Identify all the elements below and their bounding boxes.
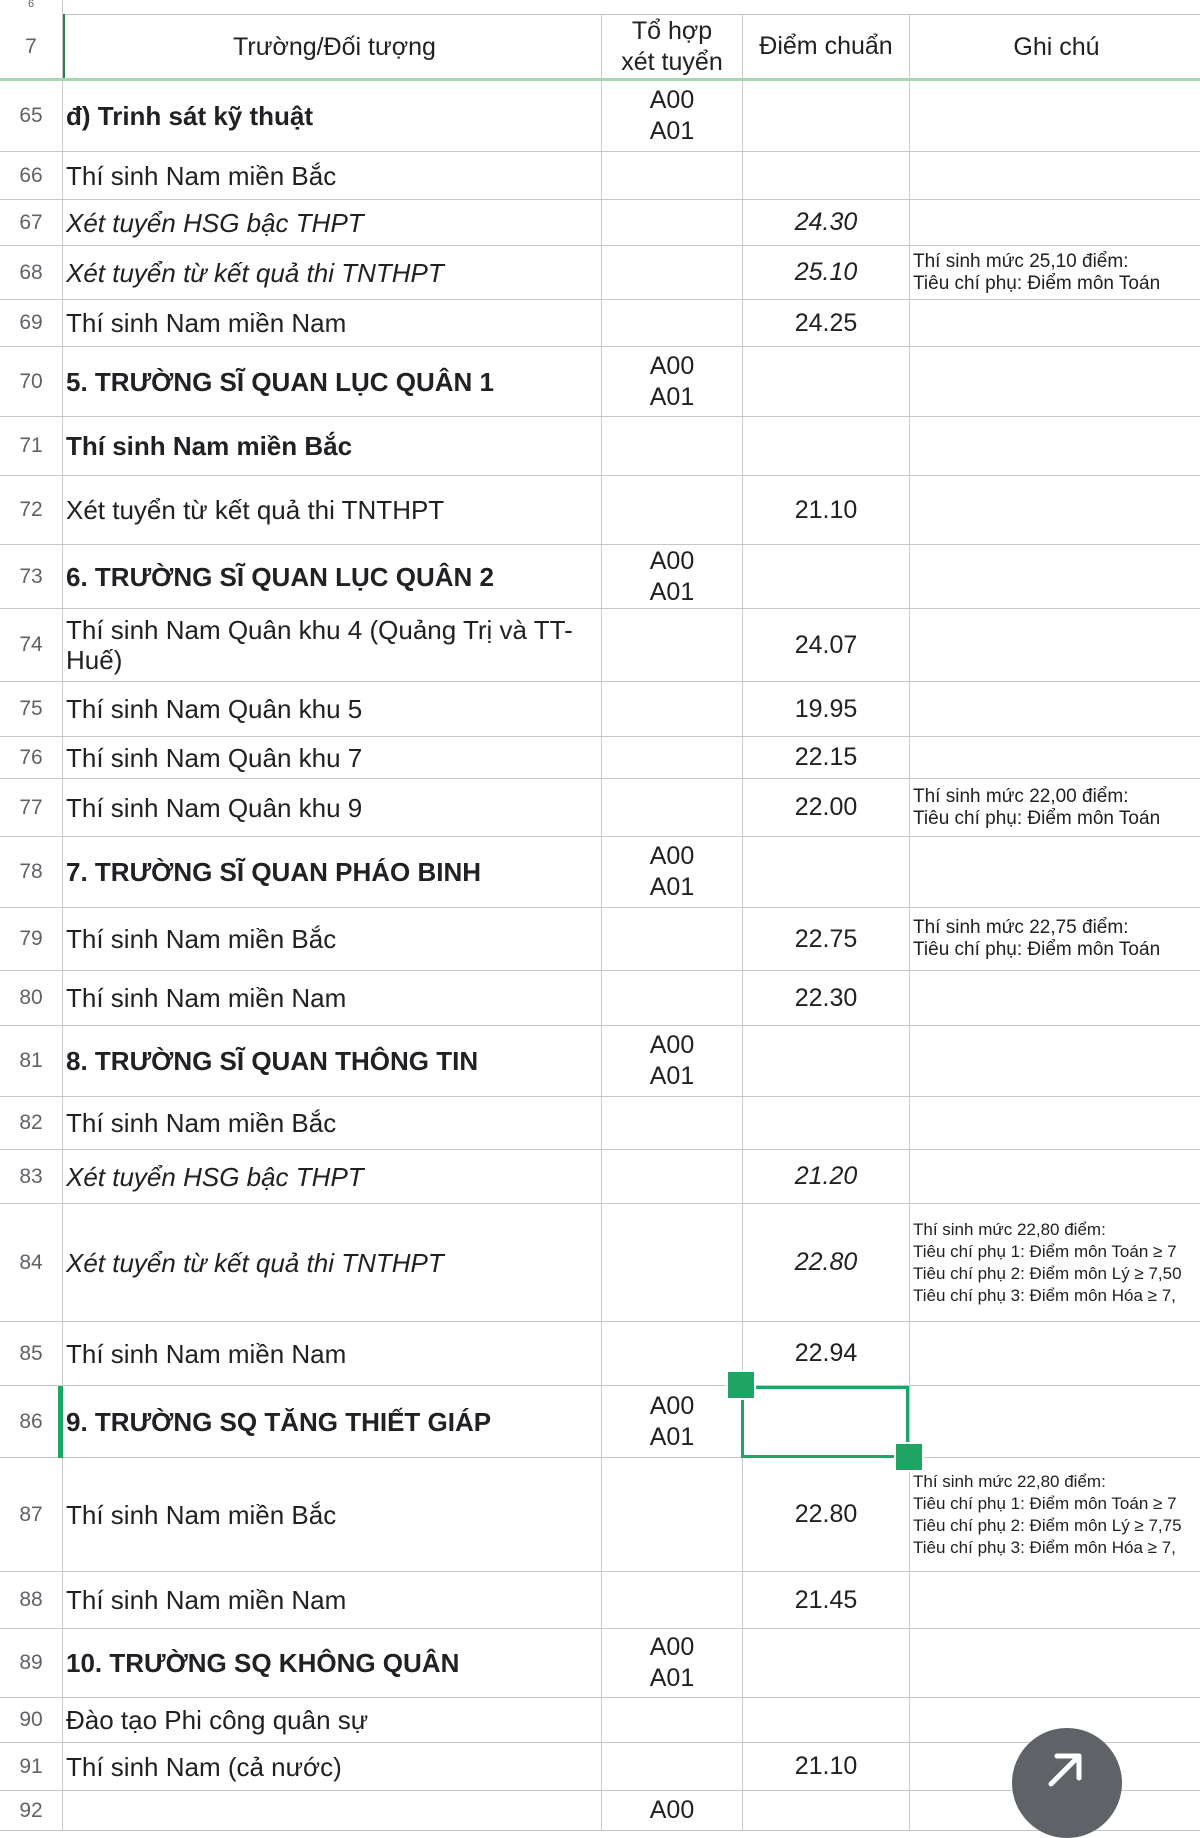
cell-name[interactable]: Thí sinh Nam miền Bắc (63, 417, 602, 475)
row-number[interactable]: 81 (0, 1026, 63, 1096)
top-partial-row (0, 0, 1200, 15)
combo-code: A00 (649, 842, 695, 870)
combo-code: A00 (649, 1391, 695, 1420)
note-line: Tiêu chí phụ 2: Điểm môn Lý ≥ 7,50 (913, 1263, 1182, 1283)
row-number[interactable]: 74 (0, 609, 63, 681)
cell-score[interactable] (743, 152, 910, 199)
cell-combo[interactable] (602, 1204, 743, 1321)
cell-combo[interactable] (602, 1572, 743, 1628)
table-row (0, 152, 1200, 200)
table-row (0, 971, 1200, 1026)
table-row (0, 347, 1200, 417)
table-row (0, 246, 1200, 300)
cell-score[interactable]: 21.20 (743, 1150, 910, 1203)
cell-combo[interactable] (602, 908, 743, 970)
header-row (0, 14, 1200, 80)
cell-score[interactable] (743, 1791, 910, 1830)
table-row (0, 1572, 1200, 1629)
cell-name[interactable]: Thí sinh Nam Quân khu 4 (Quảng Trị và TT-Huế) (63, 609, 602, 681)
cell-score[interactable] (743, 1026, 910, 1096)
note-line: Thí sinh mức 22,80 điểm: (913, 1219, 1106, 1239)
combo-code: A01 (649, 1062, 695, 1090)
table-row (0, 837, 1200, 908)
cell-combo[interactable] (602, 1458, 743, 1571)
cell-name[interactable]: Thí sinh Nam miền Nam (63, 971, 602, 1025)
combo-code: A00 (649, 1633, 695, 1661)
cell-score[interactable]: 22.30 (743, 971, 910, 1025)
cell-score[interactable]: 22.80 (743, 1204, 910, 1321)
row-number[interactable]: 87 (0, 1458, 63, 1571)
table-row (0, 1458, 1200, 1572)
row-number[interactable]: 79 (0, 908, 63, 970)
cell-note[interactable] (910, 1572, 1200, 1628)
note-line: Thí sinh mức 25,10 điểm: (913, 250, 1129, 272)
cell-name[interactable]: Thí sinh Nam miền Bắc (63, 1097, 602, 1149)
cell-note[interactable] (910, 1150, 1200, 1203)
row-number[interactable]: 85 (0, 1322, 63, 1385)
table-row (0, 545, 1200, 609)
cell-name[interactable]: Xét tuyển HSG bậc THPT (63, 200, 602, 245)
cell-name[interactable] (63, 1791, 602, 1830)
row-number[interactable]: 66 (0, 152, 63, 199)
combo-code: A00 (649, 351, 695, 380)
cell-combo[interactable] (602, 347, 743, 416)
cell-score[interactable]: 21.45 (743, 1572, 910, 1628)
cell-score[interactable] (743, 837, 910, 907)
combo-code: A01 (649, 382, 695, 411)
cell-name[interactable]: Thí sinh Nam miền Nam (63, 1572, 602, 1628)
row-number[interactable]: 68 (0, 246, 63, 299)
cell-score[interactable] (743, 1097, 910, 1149)
header-combo[interactable] (602, 14, 743, 79)
cell-score[interactable] (743, 417, 910, 475)
cell-note[interactable] (910, 1322, 1200, 1385)
cell-name[interactable]: Đào tạo Phi công quân sự (63, 1698, 602, 1742)
note-line: Tiêu chí phụ 3: Điểm môn Hóa ≥ 7, (913, 1537, 1176, 1557)
cell-name[interactable]: đ) Trinh sát kỹ thuật (63, 81, 602, 151)
cell-score[interactable]: 21.10 (743, 1743, 910, 1790)
expand-arrow-icon (1037, 1748, 1097, 1788)
cell-note[interactable] (910, 417, 1200, 475)
row-number[interactable]: 78 (0, 837, 63, 907)
cell-combo[interactable] (602, 152, 743, 199)
row-number[interactable]: 83 (0, 1150, 63, 1203)
cell-combo[interactable] (602, 1026, 743, 1096)
row-number[interactable]: 6 (0, 0, 63, 14)
cell-note[interactable] (910, 837, 1200, 907)
cell-note[interactable] (910, 1097, 1200, 1149)
cell-note[interactable] (910, 476, 1200, 544)
cell-name[interactable]: Thí sinh Nam miền Nam (63, 300, 602, 346)
cell-score[interactable] (743, 1629, 910, 1697)
cell-score[interactable]: 22.80 (743, 1458, 910, 1571)
cell-name[interactable]: Xét tuyển HSG bậc THPT (63, 1150, 602, 1203)
cell-score[interactable] (743, 81, 910, 151)
note-line: Tiêu chí phụ 3: Điểm môn Hóa ≥ 7, (913, 1285, 1176, 1305)
table-row (0, 1629, 1200, 1698)
table-row (0, 1150, 1200, 1204)
cell-score[interactable] (743, 347, 910, 416)
table-row (0, 300, 1200, 347)
cell-note[interactable] (910, 1386, 1200, 1457)
cell-combo[interactable] (602, 971, 743, 1025)
combo-code: A01 (649, 1422, 695, 1451)
cell-note[interactable] (910, 1458, 1200, 1571)
cell-combo[interactable] (602, 737, 743, 778)
table-row (0, 1698, 1200, 1743)
cell-note[interactable] (910, 1629, 1200, 1697)
header-score[interactable]: Điểm chuẩn (743, 14, 910, 79)
note-line: Tiêu chí phụ: Điểm môn Toán (913, 939, 1161, 960)
cell-name[interactable]: Thí sinh Nam miền Nam (63, 1322, 602, 1385)
cell-combo[interactable] (602, 1322, 743, 1385)
cell-name[interactable]: Thí sinh Nam Quân khu 9 (63, 779, 602, 836)
cell-note[interactable] (910, 545, 1200, 608)
cell-name[interactable]: Xét tuyển từ kết quả thi TNTHPT (63, 246, 602, 299)
cell-score[interactable]: 24.07 (743, 609, 910, 681)
row-number[interactable]: 67 (0, 200, 63, 245)
cell-combo[interactable] (602, 779, 743, 836)
cell-name[interactable]: Thí sinh Nam miền Bắc (63, 1458, 602, 1571)
row-number[interactable]: 75 (0, 682, 63, 736)
cell-score[interactable]: 24.25 (743, 300, 910, 346)
cell-note[interactable] (910, 347, 1200, 416)
cell-combo[interactable] (602, 1097, 743, 1149)
note-line: Thí sinh mức 22,75 điểm: (913, 917, 1129, 938)
cell-name[interactable]: 6. TRƯỜNG SĨ QUAN LỤC QUÂN 2 (63, 545, 602, 608)
table-row (0, 737, 1200, 779)
note-line: Tiêu chí phụ 1: Điểm môn Toán ≥ 7 (913, 1493, 1177, 1513)
cell-combo[interactable] (602, 417, 743, 475)
table-row (0, 1097, 1200, 1150)
cell-score[interactable] (743, 1698, 910, 1742)
cell-combo[interactable] (602, 246, 743, 299)
expand-button[interactable] (1012, 1728, 1122, 1838)
cell-note[interactable] (910, 737, 1200, 778)
row-number[interactable]: 69 (0, 300, 63, 346)
cell-score[interactable]: 22.75 (743, 908, 910, 970)
row-number[interactable]: 84 (0, 1204, 63, 1321)
header-combo-line2: xét tuyển (621, 47, 723, 76)
row-number[interactable]: 91 (0, 1743, 63, 1790)
selection-handle-bottom-right[interactable] (894, 1442, 924, 1472)
row-number[interactable]: 76 (0, 737, 63, 778)
row-number[interactable]: 80 (0, 971, 63, 1025)
cell-combo[interactable] (602, 476, 743, 544)
cell-note[interactable] (910, 81, 1200, 151)
cell-note[interactable] (910, 682, 1200, 736)
note-line: Tiêu chí phụ 1: Điểm môn Toán ≥ 7 (913, 1241, 1177, 1261)
cell-score[interactable] (743, 545, 910, 608)
selection-handle-top-left[interactable] (726, 1370, 756, 1400)
row-number[interactable]: 89 (0, 1629, 63, 1697)
cell-name[interactable]: Thí sinh Nam miền Bắc (63, 152, 602, 199)
cell-combo[interactable] (602, 1791, 743, 1830)
table-row (0, 417, 1200, 476)
combo-code: A01 (649, 117, 695, 145)
cell-note[interactable] (910, 152, 1200, 199)
table-row (0, 1026, 1200, 1097)
row-number[interactable]: 73 (0, 545, 63, 608)
table-row (0, 200, 1200, 246)
cell-score[interactable]: 22.00 (743, 779, 910, 836)
cell-combo[interactable] (602, 200, 743, 245)
combo-code: A00 (649, 546, 695, 575)
cell-name[interactable]: Thí sinh Nam miền Bắc (63, 908, 602, 970)
row-number[interactable]: 90 (0, 1698, 63, 1742)
cell-combo[interactable] (602, 300, 743, 346)
note-line: Thí sinh mức 22,80 điểm: (913, 1471, 1106, 1491)
row-number[interactable]: 7 (0, 14, 63, 79)
row-number[interactable]: 70 (0, 347, 63, 416)
combo-code: A01 (649, 1664, 695, 1692)
table-row (0, 1386, 1200, 1458)
cell-combo[interactable] (602, 545, 743, 608)
cell-name[interactable]: Thí sinh Nam Quân khu 5 (63, 682, 602, 736)
cell-combo[interactable] (602, 837, 743, 907)
cell-name[interactable]: Xét tuyển từ kết quả thi TNTHPT (63, 476, 602, 544)
combo-code: A01 (649, 577, 695, 606)
row-number[interactable]: 71 (0, 417, 63, 475)
header-name[interactable]: Trường/Đối tượng (63, 14, 602, 79)
combo-code: A01 (649, 873, 695, 901)
cell-name[interactable]: Thí sinh Nam (cả nước) (63, 1743, 602, 1790)
note-line: Tiêu chí phụ: Điểm môn Toán (913, 272, 1161, 294)
header-combo-line1: Tổ hợp (631, 16, 713, 45)
combo-code: A00 (649, 1796, 695, 1824)
table-row (0, 476, 1200, 545)
note-line: Tiêu chí phụ: Điểm môn Toán (913, 807, 1161, 829)
table-row (0, 81, 1200, 152)
cell-note[interactable] (910, 779, 1200, 836)
cell-name[interactable]: 10. TRƯỜNG SQ KHÔNG QUÂN (63, 1629, 602, 1697)
cell-score[interactable]: 25.10 (743, 246, 910, 299)
cell-score[interactable] (743, 1386, 910, 1457)
cell-note[interactable] (910, 609, 1200, 681)
cell-score[interactable]: 22.94 (743, 1322, 910, 1385)
cell-score[interactable]: 19.95 (743, 682, 910, 736)
row-number[interactable]: 72 (0, 476, 63, 544)
cell-score[interactable]: 21.10 (743, 476, 910, 544)
cell-score[interactable]: 22.15 (743, 737, 910, 778)
cell-name[interactable]: 7. TRƯỜNG SĨ QUAN PHÁO BINH (63, 837, 602, 907)
table-row (0, 908, 1200, 971)
note-line: Thí sinh mức 22,00 điểm: (913, 785, 1129, 807)
row-number[interactable]: 88 (0, 1572, 63, 1628)
cell-score[interactable]: 24.30 (743, 200, 910, 245)
row-number[interactable]: 92 (0, 1791, 63, 1830)
cell-combo[interactable] (602, 1386, 743, 1457)
active-row-indicator (58, 1386, 63, 1458)
cell-combo[interactable] (602, 609, 743, 681)
table-row (0, 682, 1200, 737)
row-number[interactable]: 86 (0, 1386, 63, 1457)
cell-note[interactable] (910, 246, 1200, 299)
cell-combo[interactable] (602, 682, 743, 736)
row-number[interactable]: 82 (0, 1097, 63, 1149)
cell-combo[interactable] (602, 1629, 743, 1697)
cell-combo[interactable] (602, 1150, 743, 1203)
cell-name[interactable]: Thí sinh Nam Quân khu 7 (63, 737, 602, 778)
combo-code: A00 (649, 1031, 695, 1059)
cell-note[interactable] (910, 200, 1200, 245)
cell-note[interactable] (910, 1026, 1200, 1096)
cell-combo[interactable] (602, 1743, 743, 1790)
table-row (0, 1204, 1200, 1322)
note-line: Tiêu chí phụ 2: Điểm môn Lý ≥ 7,75 (913, 1515, 1182, 1535)
cell-combo[interactable] (602, 1698, 743, 1742)
cell-note[interactable] (910, 300, 1200, 346)
cell-name[interactable]: 9. TRƯỜNG SQ TĂNG THIẾT GIÁP (63, 1386, 602, 1457)
combo-code: A00 (649, 86, 695, 114)
cell-note[interactable] (910, 908, 1200, 970)
cell-note[interactable] (910, 971, 1200, 1025)
header-note[interactable]: Ghi chú (1013, 32, 1100, 61)
row-number[interactable]: 65 (0, 81, 63, 151)
cell-name[interactable]: 8. TRƯỜNG SĨ QUAN THÔNG TIN (63, 1026, 602, 1096)
cell-name[interactable]: Xét tuyển từ kết quả thi TNTHPT (63, 1204, 602, 1321)
table-row (0, 609, 1200, 682)
cell-name[interactable]: 5. TRƯỜNG SĨ QUAN LỤC QUÂN 1 (63, 347, 602, 416)
table-row (0, 1322, 1200, 1386)
cell-combo[interactable] (602, 81, 743, 151)
row-number[interactable]: 77 (0, 779, 63, 836)
cell-note[interactable] (910, 1204, 1200, 1321)
table-row (0, 779, 1200, 837)
